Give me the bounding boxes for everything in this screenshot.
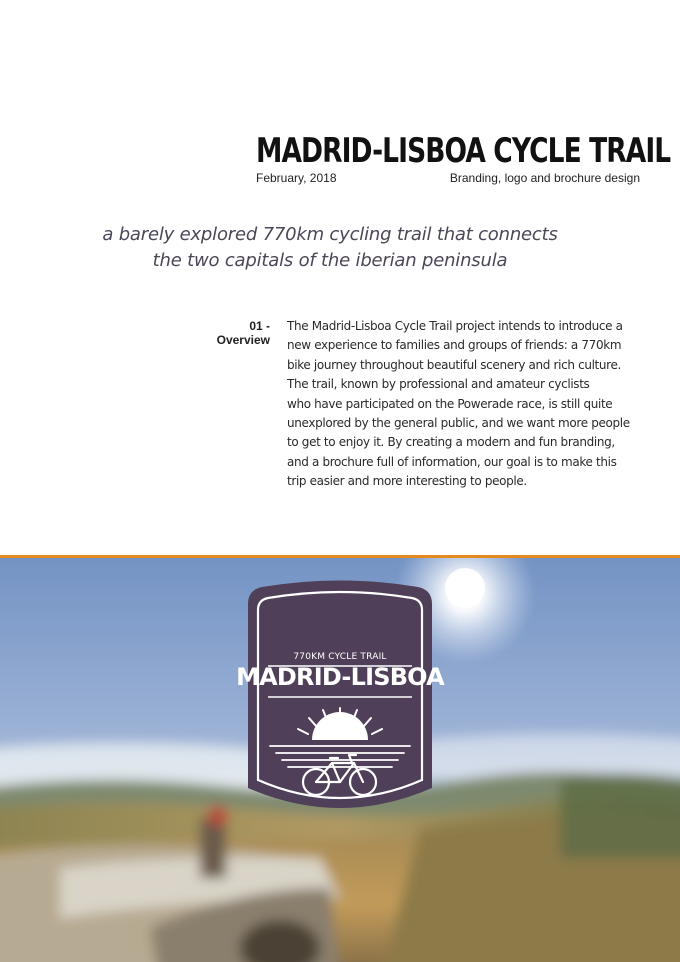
hero-photo (0, 558, 680, 962)
overview-line: new experience to families and groups of friends: a 770km (287, 338, 622, 353)
tagline-line-2: the two capitals of the iberian peninsula (152, 250, 508, 271)
badge-main-text: MADRID-LISBOA (236, 663, 444, 691)
project-category: Branding, logo and brochure design (449, 171, 640, 185)
project-tagline (0, 222, 680, 274)
overview-line: who have participated on the Powerade race, is still quite (287, 396, 613, 411)
section-number: 01 - (249, 319, 270, 333)
project-header (256, 130, 671, 185)
project-title: MADRID-LISBOA CYCLE TRAIL (256, 131, 671, 171)
overview-line: The Madrid-Lisboa Cycle Trail project intends to introduce a (287, 319, 623, 333)
hero-scene (0, 558, 680, 962)
tagline-line-1: a barely explored 770km cycling trail that connects (102, 224, 558, 245)
section-title: Overview (216, 333, 270, 347)
project-date: February, 2018 (256, 171, 337, 185)
badge-shield (248, 581, 432, 809)
project-meta (256, 171, 640, 185)
overview-line: and a brochure full of information, our goal is to make this (287, 454, 617, 469)
overview-line: trip easier and more interesting to people. (287, 474, 527, 489)
overview-line: unexplored by the general public, and we want more people (287, 416, 630, 431)
trail-badge (236, 581, 445, 809)
overview-line: to get to enjoy it. By creating a modern and fun branding, (287, 435, 615, 450)
overview-paragraph (287, 317, 647, 492)
overview-line: bike journey throughout beautiful scenery and rich culture. (287, 357, 621, 372)
overview-line: The trail, known by professional and amateur cyclists (287, 377, 590, 392)
badge-top-text: 770KM CYCLE TRAIL (293, 652, 387, 662)
overview-section-label (200, 319, 270, 347)
